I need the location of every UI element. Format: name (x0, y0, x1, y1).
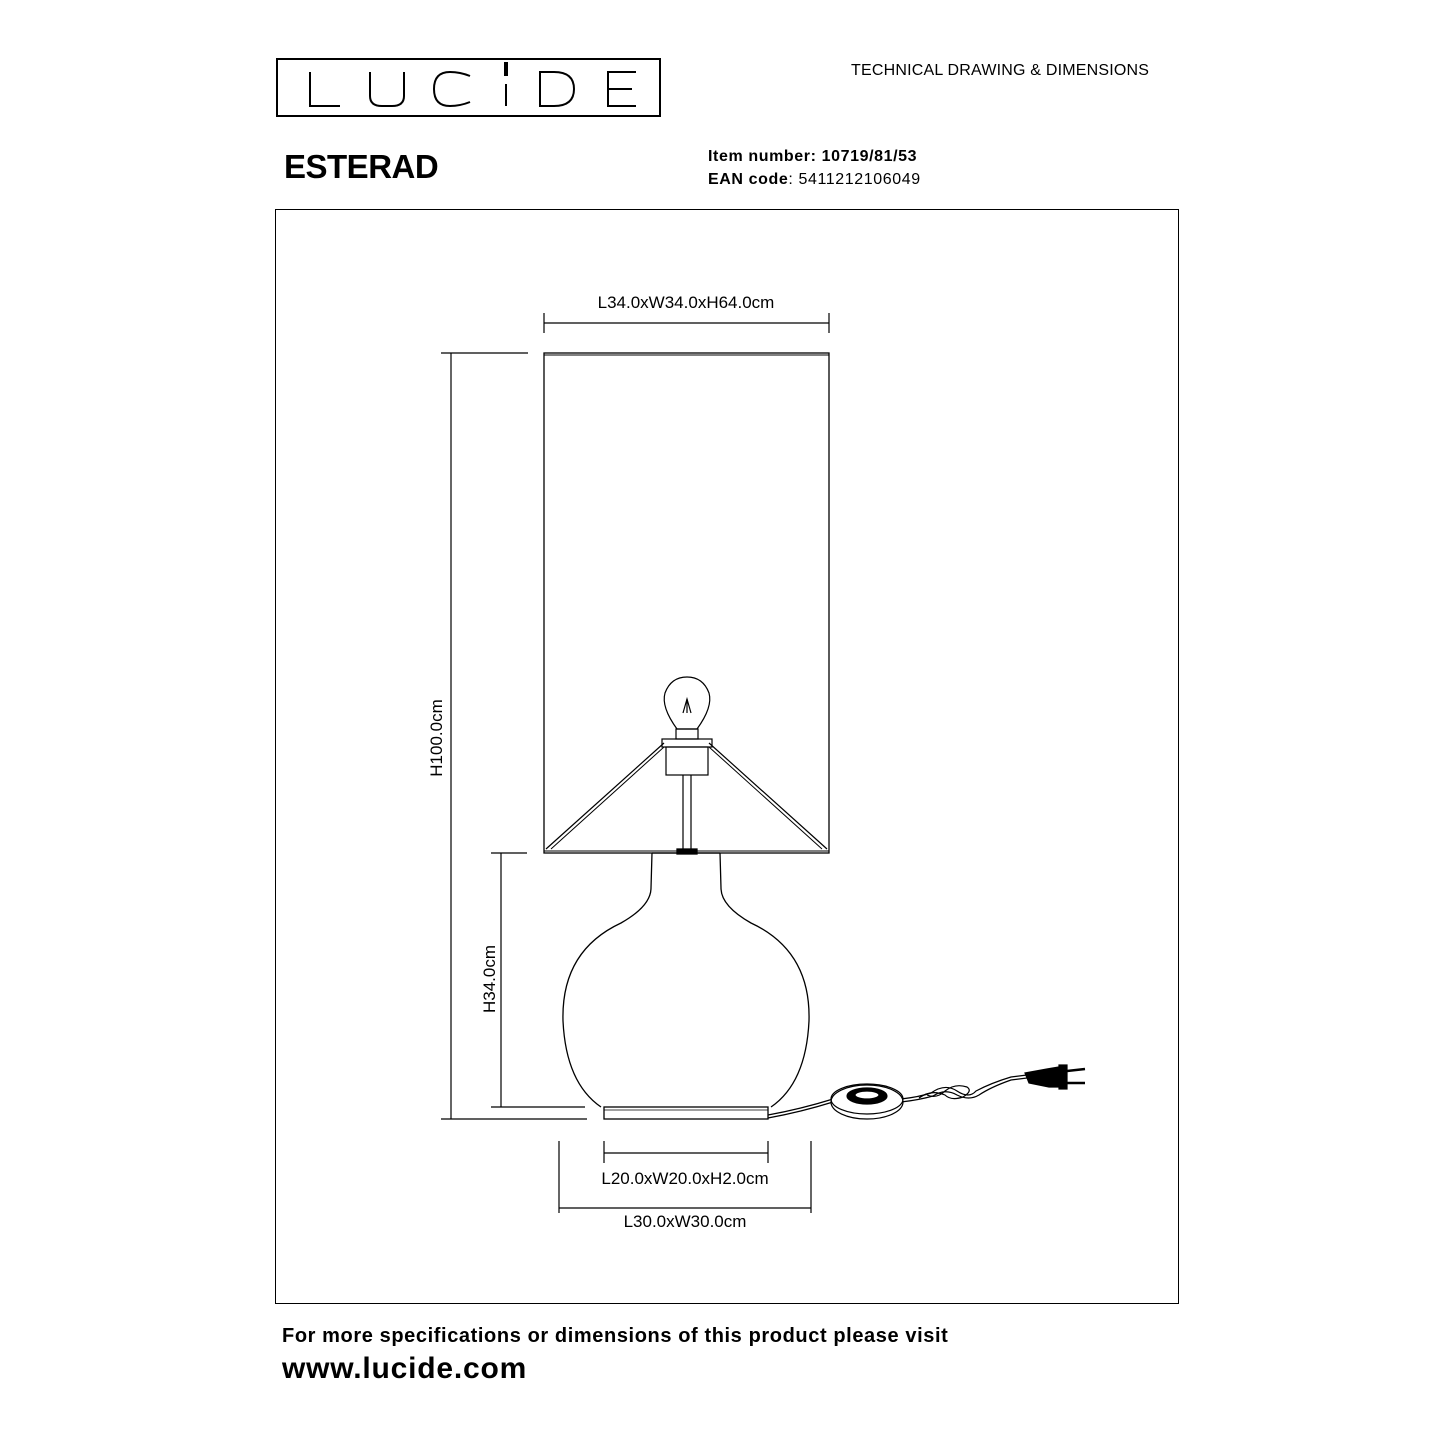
logo-lettering (278, 60, 663, 119)
drawing-frame (275, 209, 1179, 1304)
lampshade (544, 353, 829, 853)
technical-drawing (276, 210, 1180, 1305)
ean-label: EAN code (708, 171, 789, 188)
brand-logo (276, 58, 661, 117)
bulb-icon (662, 677, 712, 849)
dim-label-total-height: H100.0cm (427, 699, 446, 777)
dim-line-base-height (491, 853, 585, 1107)
dim-label-foot: L20.0xW20.0xH2.0cm (601, 1169, 769, 1188)
item-number (708, 148, 917, 166)
item-number-value: 10719/81/53 (821, 148, 918, 165)
dim-label-base-height: H34.0cm (480, 944, 499, 1014)
dim-line-foot (604, 1141, 768, 1163)
ean-value: : 5411212106049 (788, 171, 921, 188)
ean-code (708, 171, 921, 189)
document-heading: TECHNICAL DRAWING & DIMENSIONS (851, 62, 1150, 79)
dim-line-top (544, 313, 829, 333)
footer-note: For more specifications or dimensions of this product please visit (282, 1325, 949, 1347)
dim-label-body: L30.0xW30.0cm (623, 1212, 747, 1231)
dim-label-top: L34.0xW34.0xH64.0cm (597, 293, 775, 312)
dim-line-total-height (441, 353, 587, 1119)
footer-url-link[interactable]: www.lucide.com (282, 1352, 528, 1385)
item-number-label: Item number: (708, 148, 817, 165)
plug-icon (1025, 1065, 1085, 1089)
lamp-base (563, 849, 809, 1119)
product-name: ESTERAD (284, 148, 439, 185)
foot-switch-icon (831, 1084, 903, 1119)
